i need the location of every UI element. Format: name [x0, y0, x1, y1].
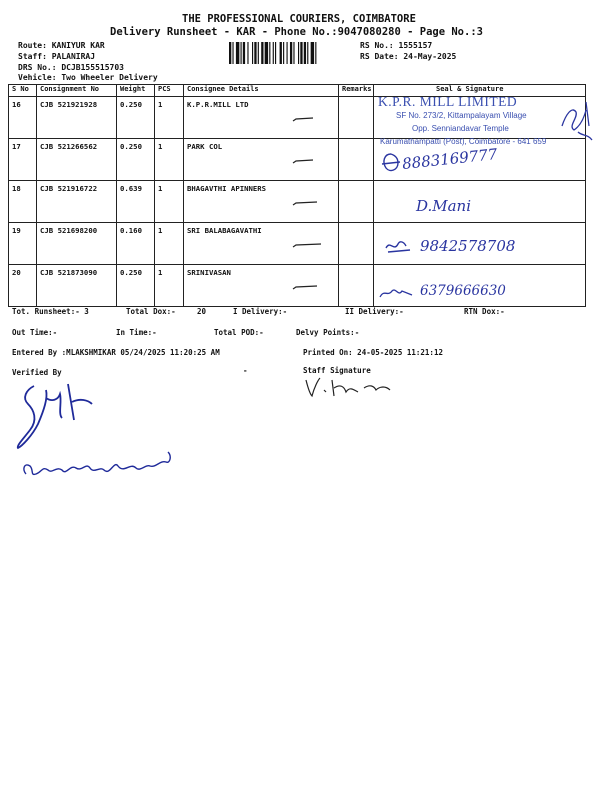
- barcode: [229, 42, 354, 64]
- in-time-label: In Time:-: [116, 328, 157, 337]
- cell-remarks: [339, 265, 374, 307]
- cell-pcs: 1: [155, 265, 184, 307]
- route-label: Route: KANIYUR KAR: [18, 41, 105, 50]
- table-row: [9, 181, 586, 223]
- cell-seal: [374, 181, 586, 223]
- barcode-bar: [275, 42, 276, 64]
- cell-sno: 17: [9, 139, 37, 181]
- col-consignment: Consignment No: [37, 85, 117, 97]
- cell-sno: 20: [9, 265, 37, 307]
- stamp-address-line3: Karumathampatti (Post), Coimbatore - 641 659: [380, 137, 547, 146]
- out-time-label: Out Time:-: [12, 328, 58, 337]
- vehicle-label: Vehicle: Two Wheeler Delivery: [18, 73, 158, 82]
- col-remarks: Remarks: [339, 85, 374, 97]
- i-delivery-label: I Delivery:-: [233, 307, 288, 316]
- col-sno: S No: [9, 85, 37, 97]
- cell-consignment: CJB 521916722: [37, 181, 117, 223]
- cell-remarks: [339, 97, 374, 139]
- cell-pcs: 1: [155, 97, 184, 139]
- barcode-bar: [293, 42, 294, 64]
- cell-consignee: [184, 97, 339, 139]
- barcode-bar: [311, 42, 314, 64]
- tot-runsheet: Tot. Runsheet:- 3: [12, 307, 89, 316]
- cell-weight: 0.639: [117, 181, 155, 223]
- barcode-bar: [315, 42, 316, 64]
- staff-signature-label: Staff Signature: [303, 366, 371, 375]
- barcode-bar: [254, 42, 256, 64]
- barcode-bar: [307, 42, 308, 64]
- phone-row20: 6379666630: [420, 283, 506, 299]
- stamp-address-line2: Opp. Senniandavar Temple: [412, 124, 509, 133]
- stamp-address-line1: SF No. 273/2, Kittampalayam Village: [396, 111, 527, 120]
- total-dox-value: 20: [197, 307, 207, 316]
- consignee-name: PARK COL: [187, 142, 223, 151]
- total-pod-label: Total POD:-: [214, 328, 264, 337]
- barcode-bar: [304, 42, 306, 64]
- cell-pcs: 1: [155, 139, 184, 181]
- cell-consignee: [184, 139, 339, 181]
- staff-signature: [302, 374, 394, 400]
- verifier-signature: [12, 380, 108, 452]
- check-mark-icon: [292, 159, 314, 165]
- company-title: THE PROFESSIONAL COURIERS, COIMBATORE: [182, 13, 416, 25]
- consignee-name: SRI BALABAGAVATHI: [187, 226, 262, 235]
- barcode-bar: [298, 42, 299, 64]
- entered-by: Entered By :MLAKSHMIKAR 05/24/2025 11:20:25 AM: [12, 348, 220, 357]
- cell-remarks: [339, 223, 374, 265]
- cell-remarks: [339, 139, 374, 181]
- check-mark-icon: [292, 201, 318, 207]
- printed-on: Printed On: 24-05-2025 11:21:12: [303, 348, 443, 357]
- staff-label: Staff: PALANIRAJ: [18, 52, 96, 61]
- barcode-bar: [241, 42, 242, 64]
- cell-pcs: 1: [155, 223, 184, 265]
- col-pcs: PCS: [155, 85, 184, 97]
- barcode-bar: [229, 42, 231, 64]
- verifier-name-scrawl: [20, 448, 175, 486]
- runsheet-subtitle: Delivery Runsheet - KAR - Phone No.:9047080280 - Page No.:3: [110, 26, 483, 38]
- barcode-bar: [247, 42, 248, 64]
- barcode-bar: [283, 42, 284, 64]
- rs-no-label: RS No.: 1555157: [360, 41, 433, 50]
- consignee-name: BHAGAVTHI APINNERS: [187, 184, 267, 193]
- consignee-name: SRINIVASAN: [187, 268, 231, 277]
- barcode-bar: [265, 42, 268, 64]
- phone-row19: 9842578708: [420, 237, 516, 255]
- barcode-bar: [290, 42, 292, 64]
- col-consignee: Consignee Details: [184, 85, 339, 97]
- cell-consignee: [184, 223, 339, 265]
- cell-sno: 16: [9, 97, 37, 139]
- cell-weight: 0.250: [117, 265, 155, 307]
- cell-consignment: CJB 521698200: [37, 223, 117, 265]
- barcode-bar: [287, 42, 288, 64]
- delvy-points-label: Delvy Points:-: [296, 328, 360, 337]
- barcode-bar: [232, 42, 233, 64]
- barcode-bar: [280, 42, 282, 64]
- barcode-bar: [243, 42, 245, 64]
- cell-weight: 0.160: [117, 223, 155, 265]
- cell-remarks: [339, 181, 374, 223]
- rs-date-label: RS Date: 24-May-2025: [360, 52, 457, 61]
- barcode-bar: [258, 42, 259, 64]
- check-mark-icon: [292, 117, 314, 123]
- rtn-dox-label: RTN Dox:-: [464, 307, 505, 316]
- total-dox-label: Total Dox:-: [126, 307, 176, 316]
- col-seal-signature: Seal & Signature: [374, 85, 586, 97]
- cell-weight: 0.250: [117, 139, 155, 181]
- cell-consignment: CJB 521873090: [37, 265, 117, 307]
- cell-sno: 18: [9, 181, 37, 223]
- cell-consignment: CJB 521921928: [37, 97, 117, 139]
- phone-row17: 8883169777: [401, 145, 499, 173]
- col-weight: Weight: [117, 85, 155, 97]
- drs-label: DRS No.: DCJB15551570З: [18, 63, 124, 72]
- barcode-bar: [236, 42, 239, 64]
- barcode-bar: [261, 42, 263, 64]
- cell-pcs: 1: [155, 181, 184, 223]
- cell-consignee: [184, 181, 339, 223]
- barcode-bar: [273, 42, 274, 64]
- dash-separator: -: [243, 366, 248, 375]
- cell-weight: 0.250: [117, 97, 155, 139]
- verified-by-label: Verified By: [12, 368, 62, 377]
- cell-sno: 19: [9, 223, 37, 265]
- stamp-company-name: K.P.R. MILL LIMITED: [378, 94, 518, 109]
- consignee-name: K.P.R.MILL LTD: [187, 100, 249, 109]
- signature-row18: D.Mani: [416, 197, 472, 215]
- cell-consignee: [184, 265, 339, 307]
- ii-delivery-label: II Delivery:-: [345, 307, 404, 316]
- check-mark-icon: [292, 285, 318, 291]
- cell-consignment: CJB 521266562: [37, 139, 117, 181]
- barcode-bar: [300, 42, 302, 64]
- barcode-bar: [252, 42, 253, 64]
- check-mark-icon: [292, 243, 322, 249]
- barcode-bar: [269, 42, 270, 64]
